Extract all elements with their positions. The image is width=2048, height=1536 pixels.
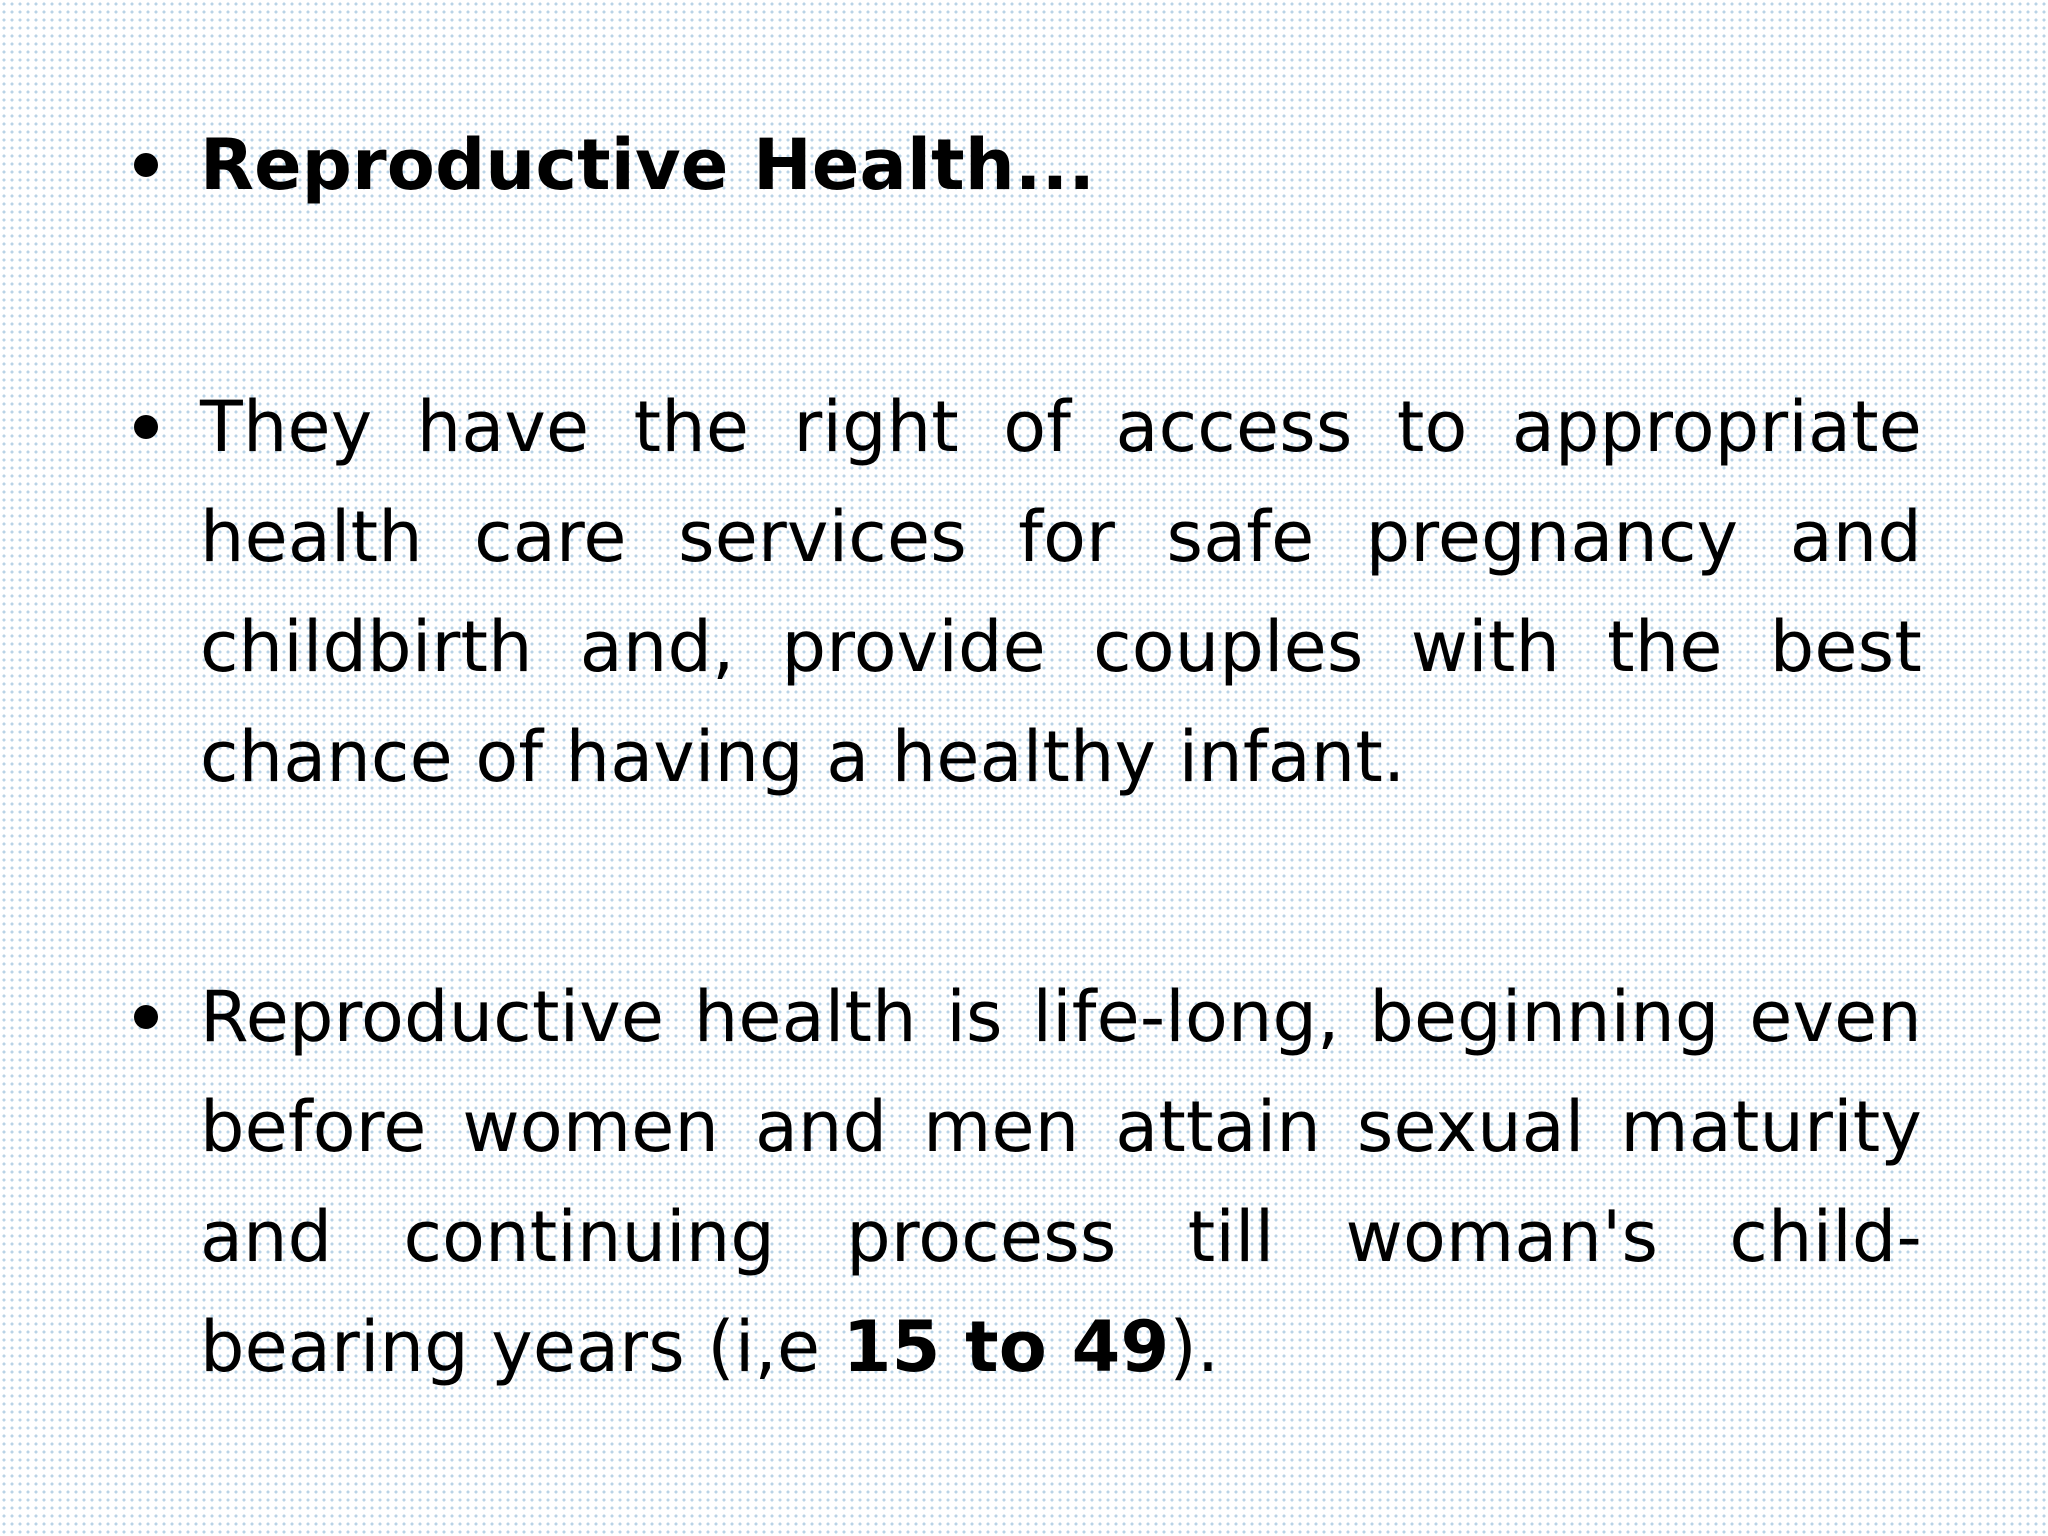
bullet-dot-icon xyxy=(134,1005,158,1029)
bullet-list xyxy=(200,110,1922,1402)
bullet-heading xyxy=(200,110,1922,220)
bullet-rights xyxy=(200,372,1922,812)
bullet-dot-icon xyxy=(134,153,158,177)
bullet-lifelong xyxy=(200,962,1922,1402)
lifelong-text-end: ). xyxy=(1169,1306,1220,1388)
bullet-dot-icon xyxy=(134,415,158,439)
rights-text: They have the right of access to appropriate health care services for safe pregnancy and childbirth and, provide couples with the best chance of having a healthy infant. xyxy=(200,386,1922,798)
age-range-emphasis: 15 to 49 xyxy=(842,1306,1170,1388)
heading-text: Reproductive Health... xyxy=(200,124,1096,206)
lifelong-text: Reproductive health is life-long, beginning even before women and men attain sexual maturity and continuing process till woman's child-bearing years (i,e xyxy=(200,976,1922,1388)
